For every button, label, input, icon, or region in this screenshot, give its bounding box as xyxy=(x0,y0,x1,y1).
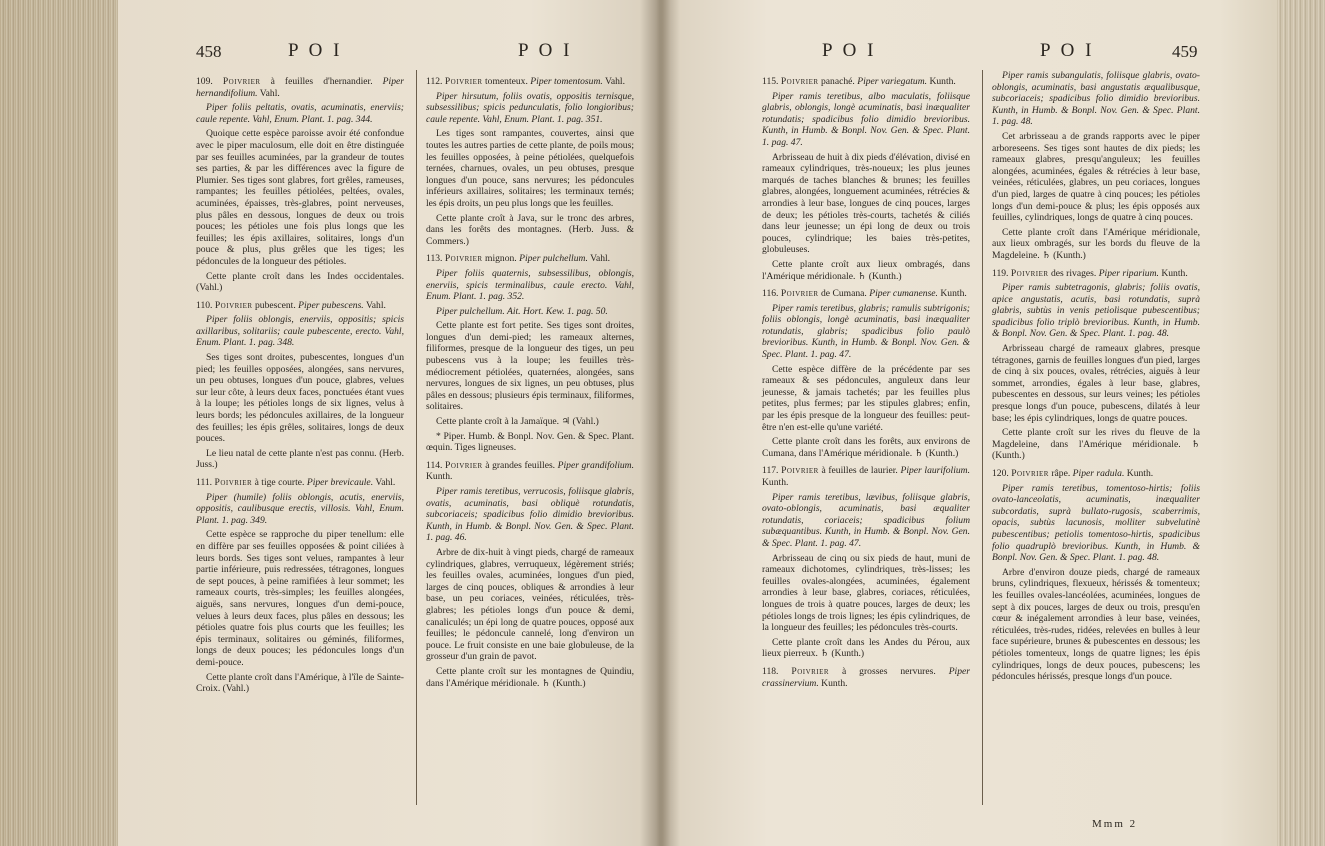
entry-rest: des rivages. xyxy=(1050,267,1097,279)
entry-rest: tomenteux. xyxy=(484,76,528,87)
description-paragraph: Arbre de dix-huit à vingt pieds, chargé de rameaux cylindriques, glabres, verruqueux, légèrement striés; les feuilles ovales, acuminées, longues d'un pied, larges de cinq pouces, obliques & arrondies à leur base, un peu coriaces, veinées, réticulées, très-glabres; les pétioles longs d'un pouce & demi, canaliculés; un épi long de quatre pouces, opposé aux feuilles; le pédoncule cannelé, long d'environ un pouce. Le fruit consiste en une baie globuleuse, de la grosseur d'un grain de pavot. xyxy=(426,546,634,663)
entry-name: Piper crassinervium. xyxy=(762,665,971,689)
entry-rest: à feuilles d'hernandier. xyxy=(270,76,373,87)
running-head-left-col1: P O I xyxy=(288,40,343,61)
description-paragraph: Ses tiges sont droites, pubescentes, longues d'un pied; les feuilles opposées, alongées, sans nervures, un peu obtuses, longues d'un pouce, glabres, velues sur leur côte, à leurs deux faces, ponctuées étant vues à la loupe; les pétioles longs de six lignes, velus à leurs bords; les pédoncules axillaires, de la longueur des feuilles; les épis grêles, solitaires, longs de deux pouces. xyxy=(196,352,404,445)
entry-num: 111. xyxy=(196,477,213,488)
species-entry-heading xyxy=(762,288,970,300)
species-entry-heading xyxy=(762,666,970,689)
entry-num: 118. xyxy=(762,665,779,677)
entry-head: Poivrier xyxy=(791,665,830,677)
right-page-column-2 xyxy=(992,70,1200,686)
entry-rest: panaché. xyxy=(820,76,855,87)
description-paragraph: Arbrisseau de huit à dix pieds d'élévation, divisé en rameaux cylindriques, très-noueux; les plus jeunes marqués de taches blanches & brunes; les feuilles glabres, alongées, longuement acuminées, rétrécies & arrondies à leur base, longues de cinq pouces, larges de deux; les pétioles très-courts, tachetés & ciliés dans leur jeunesse; un épi long de deux ou trois pouces, cylindrique; les baies très-petites, globuleuses. xyxy=(762,151,970,256)
entry-author: Vahl. xyxy=(375,477,396,488)
entry-author: Kunth. xyxy=(762,477,789,488)
description-paragraph: * Piper. Humb. & Bonpl. Nov. Gen. & Spec. Plant. œquin. Tiges ligneuses. xyxy=(426,430,634,454)
entry-rest: pubescent. xyxy=(254,299,296,311)
description-paragraph: Quoique cette espèce paroisse avoir été confondue avec le piper maculosum, elle doit en être distinguée par ses feuilles acuminées, par la grandeur de toutes ses parties, & par les différences avec la figure de Plumier. Ses tiges sont glabres, fort grêles, rameuses, rampantes; les feuilles pétiolées, peltées, ovales, acuminées, épaisses, très-glabres, point nerveuses, plus pâles en dessous, longues de deux ou trois pouces; les pétioles une fois plus longs que les feuilles; les épis axillaires, solitaires, longs d'un pouce & plus, plus grêles que les tiges; les pédoncules de la longueur des pétioles. xyxy=(196,128,404,267)
running-head-right-col2: P O I xyxy=(1040,40,1095,61)
latin-diagnosis: Piper ramis teretibus, tomentoso-hirtis; foliis ovato-lanceolatis, acuminatis, inæqualiter subcordatis, suprà bullato-rugosis, scaberrimis, opacis, subtùs lacunosis, molliter subvelutinè pubescentibus; petiolis tomentoso-hirtis, spadicibus folio quadruplò brevioribus. Kunth, in Humb. & Bonpl. Nov. Gen. & Spec. Plant. 1. pag. 48. xyxy=(992,482,1200,564)
description-paragraph: Cette plante croît dans l'Amérique méridionale, aux lieux ombragés, sur les bords du fleuve de la Magdeleine. ♄ (Kunth.) xyxy=(992,226,1200,261)
entry-name: Piper radula. xyxy=(1072,468,1125,479)
entry-name: Piper pulchellum. xyxy=(519,253,588,265)
description-paragraph: Cette plante croît sur les montagnes de Quindiu, dans l'Amérique méridionale. ♄ (Kunth.) xyxy=(426,665,634,689)
entry-name: Piper grandifolium. xyxy=(557,459,634,471)
entry-name: Piper cumanense. xyxy=(869,288,938,300)
entry-head: Poivrier xyxy=(444,459,483,471)
entry-num: 114. xyxy=(426,459,443,471)
entry-name: Piper tomentosum. xyxy=(530,76,603,87)
description-paragraph: Cette plante croît à Java, sur le tronc des arbres, dans les forêts des montagnes. (Herb. Juss. & Commers.) xyxy=(426,212,634,247)
entry-head: Poivrier xyxy=(781,465,819,477)
page-number-right: 459 xyxy=(1172,42,1198,61)
entry-rest: à tige courte. xyxy=(254,477,305,488)
entry-head: Poivrier xyxy=(1010,267,1049,279)
entry-head: Poivrier xyxy=(444,76,483,87)
latin-diagnosis: Piper hirsutum, foliis ovatis, oppositis ternisque, subsessilibus; spicis pedunculatis, folio longioribus; caule repente. Vahl, Enum. Plant. 1. pag. 351. xyxy=(426,90,634,125)
column-rule-left xyxy=(416,70,417,805)
description-paragraph: Cette espèce diffère de la précédente par ses rameaux & ses pédoncules, anguleux dans leur jeunesse, & jamais tachetés; par les feuilles plus petites, plus fermes; par les stipules glabres; enfin, par les épis presque de la longueur des feuilles: peut-être n'en est-elle qu'une variété. xyxy=(762,363,970,433)
latin-diagnosis: Piper (humile) foliis oblongis, acutis, enerviis, oppositis, caulibusque erectis, villosis. Vahl, Enum. Plant. 1. pag. 349. xyxy=(196,491,404,526)
entry-name: Piper hernandifolium. xyxy=(196,76,404,99)
species-entry-heading xyxy=(762,76,970,88)
latin-diagnosis: Piper pulchellum. Ait. Hort. Kew. 1. pag. 50. xyxy=(436,305,608,317)
book-gutter xyxy=(640,0,680,846)
description-paragraph: Cette plante croît à la Jamaïque. ♃ (Vahl.) xyxy=(436,416,599,428)
latin-diagnosis: Piper ramis teretibus, albo maculatis, foliisque glabris, oblongis, longè acuminatis, basi inæqualiter rotundatis; spadicibus folio dimidio brevioribus. Kunth, in Humb. & Bonpl. Nov. Gen. & Spec. Plant. 1. pag. 47. xyxy=(762,90,970,148)
entry-name: Piper riparium. xyxy=(1098,267,1159,279)
page-edges-left xyxy=(0,0,118,846)
entry-author: Kunth. xyxy=(929,76,956,87)
entry-rest: râpe. xyxy=(1051,468,1071,479)
species-entry-heading xyxy=(196,300,404,312)
entry-num: 112. xyxy=(426,76,443,87)
entry-num: 115. xyxy=(762,76,779,87)
description-paragraph: Arbrisseau chargé de rameaux glabres, presque tétragones, garnis de feuilles longues d'un pied, larges de cinq à six pouces, ovales, rétrécies, aiguës à leur sommet, arrondies, égales à leur base, glabres, pubescentes en dessous, sur leurs veines; les pétioles presque longs d'un pouce, pubescens, dilatés à leur base; les épis cylindriques, longs de quatre pouces. xyxy=(992,343,1200,424)
signature-mark: Mmm 2 xyxy=(1092,818,1138,830)
latin-diagnosis: Piper ramis teretibus, verrucosis, foliisque glabris, ovatis, acuminatis, basi obliquè rotundatis, subcoriaceis; spadicibus folio dimidio brevioribus. Kunth, in Humb. & Bonpl. Nov. Gen. & Spec. Plant. 1. pag. 46. xyxy=(426,486,634,544)
latin-diagnosis: Piper ramis teretibus, glabris; ramulis subtrigonis; foliis oblongis, longè acuminatis, basi inæqualiter rotundatis, glabris; spadicibus folio paulò brevioribus. Kunth, in Humb. & Bonpl. Nov. Gen. & Spec. Plant. 1. pag. 47. xyxy=(762,302,970,361)
entry-num: 110. xyxy=(196,299,213,311)
description-paragraph: Cette plante croît dans les Andes du Pérou, aux lieux pierreux. ♄ (Kunth.) xyxy=(762,636,970,660)
running-head-right xyxy=(762,40,1202,66)
entry-author: Kunth. xyxy=(426,471,453,483)
entry-name: Piper brevicaule. xyxy=(306,477,374,488)
entry-head: Poivrier xyxy=(780,288,819,300)
entry-num: 119. xyxy=(992,267,1009,279)
running-head-left xyxy=(196,40,636,66)
entry-num: 113. xyxy=(426,253,443,265)
species-entry-heading xyxy=(426,76,634,88)
description-paragraph: Arbrisseau de cinq ou six pieds de haut, muni de rameaux dichotomes, cylindriques, très-lisses; les feuilles ovales-alongées, acuminées, également arrondies à leur base, glabres, coriaces, réticulées, longues de trois à quatre pouces, larges de deux; les pétioles longs de trois lignes; les épis cylindriques, de la longueur des feuilles; les pédoncules très-courts. xyxy=(762,552,970,634)
entry-rest: de Cumana. xyxy=(820,288,867,300)
entry-author: Vahl. xyxy=(605,76,625,87)
description-paragraph: Cette espèce se rapproche du piper tenellum: elle en diffère par ses feuilles opposées & point ciliées à leurs bords. Ses tiges sont velues, rampantes à leur partie inférieure, puis redressées, tétragones, longues de sept pouces, à peine ramifiées à leur sommet; les rameaux courts, très-simples; les feuilles alongées, aiguës, sans nervures, longues d'un demi-pouce, velues à leurs deux faces, plus pâles en dessous; les pétioles quatre fois plus courts que les feuilles; les épis terminaux, solitaires ou géminés, filiformes, longs de deux pouces; les pédoncules longs d'un demi-pouce. xyxy=(196,529,404,668)
latin-diagnosis: Piper foliis oblongis, enerviis, oppositis; spicis axillaribus, solitariis; caule pubescente, erecto. Vahl, Enum. Plant. 1. pag. 348. xyxy=(196,314,404,349)
species-entry-heading xyxy=(426,460,634,483)
entry-author: Kunth. xyxy=(1126,468,1154,479)
description-paragraph: Cette plante croît dans les Indes occidentales. (Vahl.) xyxy=(196,270,404,294)
species-entry-heading xyxy=(762,465,970,488)
entry-author: Vahl. xyxy=(365,299,386,311)
entry-name: Piper pubescens. xyxy=(298,299,364,311)
description-paragraph: Cette plante croît dans l'Amérique, à l'île de Sainte-Croix. (Vahl.) xyxy=(196,671,404,695)
description-paragraph: Arbre d'environ douze pieds, chargé de rameaux bruns, cylindriques, flexueux, hérissés & tomenteux; les feuilles ovales-lancéolées, acuminées, longues de sept à dix pouces, larges de deux ou trois, presqu'en cœur & inégalement arrondies à leur base, veinées, réticulées, très-rudes, ridées, relevées en bulles à leur face supérieure, brunes & pubescentes en dessous; les pétioles tomenteux, longs de quatre lignes; les épis cylindriques, longs de deux pouces, pubescens; les pédoncules hérissés, presque longs d'un pouce. xyxy=(992,566,1200,683)
latin-diagnosis: Piper ramis subangulatis, foliisque glabris, ovato-oblongis, acuminatis, basi angustatis æqualibusque, subcoriaceis; spadicibus folio dimidio brevioribus. Kunth, in Humb. & Bonpl. Nov. Gen. & Spec. Plant. 1. pag. 48. xyxy=(992,70,1200,128)
entry-author: Kunth. xyxy=(821,677,848,689)
entry-head: Poivrier xyxy=(214,299,253,311)
entry-name: Piper variegatum. xyxy=(857,76,928,87)
latin-diagnosis: Piper foliis peltatis, ovatis, acuminatis, enerviis; caule repente. Vahl, Enum. Plant. 1. pag. 344. xyxy=(196,102,404,125)
entry-name: Piper laurifolium. xyxy=(900,465,970,477)
entry-rest: à grosses nervures. xyxy=(842,665,936,677)
entry-num: 109. xyxy=(196,76,213,87)
species-entry-heading xyxy=(196,76,404,99)
entry-head: Poivrier xyxy=(1011,468,1049,479)
description-paragraph: Cet arbrisseau a de grands rapports avec le piper arboreseens. Ses tiges sont hautes de dix pieds; les rameaux glabres, presqu'anguleux; les feuilles alongées, acuminées, égales & rétrécies à leur base, veinées, réticulées, glabres, un peu coriaces, longues d'un pied, larges de quatre à cinq pouces; les pétioles longs d'un demi-pouce & plus; les épis opposés aux feuilles, cylindriques, longs de quatre à cinq pouces. xyxy=(992,130,1200,224)
left-page-column-2 xyxy=(426,70,634,692)
right-page-column-1 xyxy=(762,70,970,692)
species-entry-heading xyxy=(992,268,1200,280)
running-head-right-col1: P O I xyxy=(822,40,877,61)
left-page-column-1 xyxy=(196,70,404,698)
column-rule-right xyxy=(982,70,983,805)
entry-rest: à grandes feuilles. xyxy=(485,459,556,471)
running-head-left-col2: P O I xyxy=(518,40,573,61)
page-number-left: 458 xyxy=(196,42,222,61)
entry-head: Poivrier xyxy=(780,76,819,87)
description-paragraph: Les tiges sont rampantes, couvertes, ainsi que toutes les autres parties de cette plante, de poils mous; les feuilles opposées, à peine pétiolées, quelquefois ternées, charnues, ovales, un peu obtuses, presque longues d'un pouce, sans nervures; les pédoncules inférieurs axillaires, solitaires; les terminaux ternés; les épis droits, un peu plus longs que les feuilles. xyxy=(426,128,634,209)
entry-head: Poivrier xyxy=(444,253,483,265)
description-paragraph: Cette plante est fort petite. Ses tiges sont droites, longues d'un demi-pied; les rameaux alternes, filiformes, presque de la longueur des tiges, un peu pubescens vus à la loupe; les feuilles très-médiocrement pétiolées, quaternées, alongées, sans nervures, longues de six lignes, un peu obtuses, plus pâles en dessous; plusieurs épis terminaux, filiformes, solitaires. xyxy=(426,320,634,413)
description-paragraph: Cette plante croît dans les forêts, aux environs de Cumana, dans l'Amérique méridionale. ♄ (Kunth.) xyxy=(762,436,970,459)
species-entry-heading xyxy=(426,253,634,265)
entry-author: Vahl. xyxy=(590,253,611,265)
entry-author: Kunth. xyxy=(1161,267,1188,279)
latin-diagnosis: Piper foliis quaternis, subsessilibus, oblongis, enerviis, spicis terminalibus, caule erecto. Vahl, Enum. Plant. 1. pag. 352. xyxy=(426,267,634,303)
entry-head: Poivrier xyxy=(214,477,253,488)
entry-rest: mignon. xyxy=(484,253,517,265)
entry-author: Kunth. xyxy=(940,288,967,300)
entry-num: 120. xyxy=(992,468,1009,479)
latin-diagnosis: Piper ramis teretibus, lævibus, foliisque glabris, ovato-oblongis, acuminatis, basi æqualiter rotundatis, coriaceis; spadicibus folium subæquantibus. Kunth, in Humb. & Bonpl. Nov. Gen. & Spec. Plant. 1. pag. 47. xyxy=(762,491,970,549)
species-entry-heading xyxy=(992,468,1200,480)
page-edges-right xyxy=(1277,0,1325,846)
entry-rest: à feuilles de laurier. xyxy=(821,465,898,477)
description-paragraph: Cette plante croît sur les rives du fleuve de la Magdeleine, dans l'Amérique méridionale. ♄ (Kunth.) xyxy=(992,427,1200,462)
description-paragraph: Cette plante croît aux lieux ombragés, dans l'Amérique méridionale. ♄ (Kunth.) xyxy=(762,258,970,282)
entry-num: 116. xyxy=(762,288,779,300)
entry-num: 117. xyxy=(762,465,779,477)
description-paragraph: Le lieu natal de cette plante n'est pas connu. (Herb. Juss.) xyxy=(196,447,404,471)
species-entry-heading xyxy=(196,477,404,489)
entry-author: Vahl. xyxy=(259,87,280,99)
entry-head: Poivrier xyxy=(222,76,261,87)
latin-diagnosis: Piper ramis subtetragonis, glabris; foliis ovatis, apice angustatis, acutis, basi rotundatis, suprà glabris, subtùs in venis petiolisque pubescentibus; spadicibus folio triplò brevioribus. Kunth, in Humb. & Bonpl. Nov. Gen. & Spec. Plant. 1. pag. 48. xyxy=(992,282,1200,340)
